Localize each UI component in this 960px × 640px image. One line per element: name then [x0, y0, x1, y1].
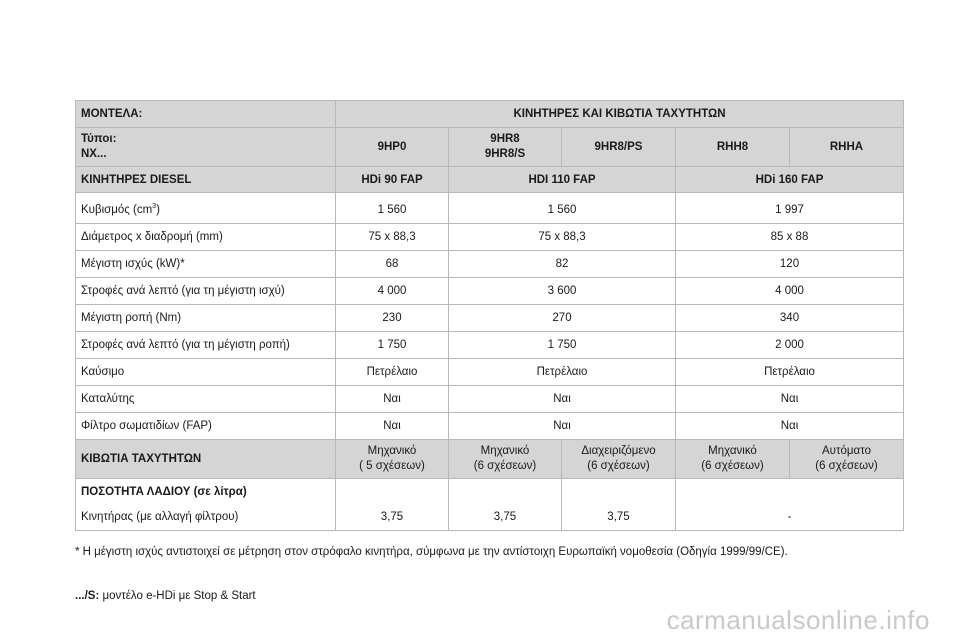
spec-value-3: 340 — [676, 305, 904, 332]
spec-value-3: 120 — [676, 251, 904, 278]
oil-value-2: 3,75 — [449, 504, 562, 531]
spec-value-3: Πετρέλαιο — [676, 359, 904, 386]
gearbox-row — [76, 440, 904, 479]
spec-value-3: Ναι — [676, 413, 904, 440]
model-note — [75, 590, 256, 602]
engine-specs-table — [75, 100, 904, 531]
gearbox-3-gears: (6 σχέσεων) — [587, 460, 650, 472]
spec-value-3: 4 000 — [676, 278, 904, 305]
type-col-3: 9HR8/PS — [562, 128, 676, 167]
gearbox-1 — [336, 440, 449, 479]
spec-value-2: 75 x 88,3 — [449, 224, 676, 251]
spec-row — [76, 251, 904, 278]
spec-label-text: Καταλύτης — [81, 393, 135, 405]
gearbox-5-gears: (6 σχέσεων) — [815, 460, 878, 472]
oil-label: ΠΟΣΟΤΗΤΑ ΛΑΔΙΟΥ (σε λίτρα) — [76, 479, 336, 505]
gearbox-4 — [676, 440, 790, 479]
spec-value-2: Ναι — [449, 386, 676, 413]
oil-value-3: 3,75 — [562, 504, 676, 531]
gearbox-4-type: Μηχανικό — [708, 445, 757, 457]
spec-row-label — [76, 193, 336, 224]
engine-1: HDi 90 FAP — [336, 167, 449, 193]
spec-value-3: Ναι — [676, 386, 904, 413]
spec-row — [76, 332, 904, 359]
spec-value-2: 1 750 — [449, 332, 676, 359]
spec-value-1: 75 x 88,3 — [336, 224, 449, 251]
spec-value-1: 1 750 — [336, 332, 449, 359]
type-col-2-line1: 9HR8 — [490, 133, 520, 145]
types-label-line2: NX... — [81, 148, 107, 160]
spec-value-1: Πετρέλαιο — [336, 359, 449, 386]
type-col-1: 9HP0 — [336, 128, 449, 167]
spec-label-text: Μέγιστη ροπή (Nm) — [81, 312, 182, 324]
spec-label-text: Καύσιμο — [81, 366, 125, 378]
spec-row — [76, 193, 904, 224]
spec-value-2: 3 600 — [449, 278, 676, 305]
spec-value-3: 1 997 — [676, 193, 904, 224]
type-col-2 — [449, 128, 562, 167]
gearbox-2 — [449, 440, 562, 479]
spec-row-label — [76, 413, 336, 440]
diesel-engines-label: ΚΙΝΗΤΗΡΕΣ DIESEL — [76, 167, 336, 193]
spec-value-1: Ναι — [336, 386, 449, 413]
spec-label-text: Φίλτρο σωματιδίων (FAP) — [81, 420, 212, 432]
gearbox-5-type: Αυτόματο — [822, 445, 871, 457]
spec-value-1: 230 — [336, 305, 449, 332]
spec-row — [76, 278, 904, 305]
oil-header-empty-1 — [336, 479, 449, 505]
spec-label-text: Κυβισμός (cm — [81, 204, 153, 216]
spec-label-text: Μέγιστη ισχύς (kW)* — [81, 258, 185, 270]
spec-row — [76, 224, 904, 251]
engines-gearboxes-heading: ΚΙΝΗΤΗΡΕΣ ΚΑΙ ΚΙΒΩΤΙΑ ΤΑΧΥΤΗΤΩΝ — [336, 101, 904, 128]
gearbox-2-type: Μηχανικό — [480, 445, 530, 457]
spec-row-label — [76, 305, 336, 332]
oil-header-empty-4 — [676, 479, 904, 505]
gearbox-1-type: Μηχανικό — [367, 445, 417, 457]
spec-row — [76, 413, 904, 440]
spec-label-end: ) — [156, 204, 160, 216]
types-label — [76, 128, 336, 167]
gearbox-4-gears: (6 σχέσεων) — [701, 460, 764, 472]
gearbox-1-gears: ( 5 σχέσεων) — [359, 460, 425, 472]
models-label: ΜΟΝΤΕΛΑ: — [76, 101, 336, 128]
oil-header-empty-2 — [449, 479, 562, 505]
spec-row-label — [76, 332, 336, 359]
types-label-line1: Τύποι: — [81, 133, 117, 145]
spec-row-label — [76, 359, 336, 386]
spec-value-2: Ναι — [449, 413, 676, 440]
spec-value-2: 1 560 — [449, 193, 676, 224]
gearbox-5 — [790, 440, 904, 479]
spec-row-label — [76, 251, 336, 278]
spec-value-1: Ναι — [336, 413, 449, 440]
oil-value-4: - — [676, 504, 904, 531]
spec-row-label — [76, 386, 336, 413]
spec-value-3: 85 x 88 — [676, 224, 904, 251]
spec-row — [76, 386, 904, 413]
spec-value-1: 4 000 — [336, 278, 449, 305]
oil-value-1: 3,75 — [336, 504, 449, 531]
oil-header-empty-3 — [562, 479, 676, 505]
spec-row — [76, 359, 904, 386]
spec-value-1: 68 — [336, 251, 449, 278]
oil-row-label: Κινητήρας (με αλλαγή φίλτρου) — [76, 504, 336, 531]
model-note-prefix: .../S: — [75, 590, 100, 602]
engine-3: HDi 160 FAP — [676, 167, 904, 193]
footnote: * Η μέγιστη ισχύς αντιστοιχεί σε μέτρηση στον στρόφαλο κινητήρα, σύμφωνα με την αντίστοιχη Ευρωπαϊκή νομοθεσία (Οδηγία 1999/99/CE). — [75, 546, 788, 558]
gearbox-2-gears: (6 σχέσεων) — [473, 460, 537, 472]
spec-value-2: 270 — [449, 305, 676, 332]
diesel-engines-row — [76, 167, 904, 193]
spec-rows — [76, 193, 904, 440]
oil-header-row — [76, 479, 904, 505]
type-col-2-line2: 9HR8/S — [484, 148, 526, 160]
watermark: carmanualsonline.info — [666, 605, 930, 635]
spec-row — [76, 305, 904, 332]
gearbox-3-type: Διαχειριζόμενο — [581, 445, 656, 457]
spec-value-3: 2 000 — [676, 332, 904, 359]
engine-2: HDI 110 FAP — [449, 167, 676, 193]
spec-row-label — [76, 224, 336, 251]
model-note-text: μοντέλο e-HDi με Stop & Start — [99, 590, 256, 602]
spec-value-2: Πετρέλαιο — [449, 359, 676, 386]
types-row — [76, 128, 904, 167]
type-col-5: RHHA — [790, 128, 904, 167]
oil-row — [76, 504, 904, 531]
gearbox-3 — [562, 440, 676, 479]
spec-label-text: Διάμετρος x διαδρομή (mm) — [81, 231, 223, 243]
spec-value-2: 82 — [449, 251, 676, 278]
spec-label-text: Στροφές ανά λεπτό (για τη μέγιστη ροπή) — [81, 339, 290, 351]
spec-label-text: Στροφές ανά λεπτό (για τη μέγιστη ισχύ) — [81, 285, 285, 297]
spec-value-1: 1 560 — [336, 193, 449, 224]
spec-row-label — [76, 278, 336, 305]
models-header-row — [76, 101, 904, 128]
gearbox-label: ΚΙΒΩΤΙΑ ΤΑΧΥΤΗΤΩΝ — [76, 440, 336, 479]
type-col-4: RHH8 — [676, 128, 790, 167]
spec-label-superscript: 3 — [152, 203, 157, 211]
